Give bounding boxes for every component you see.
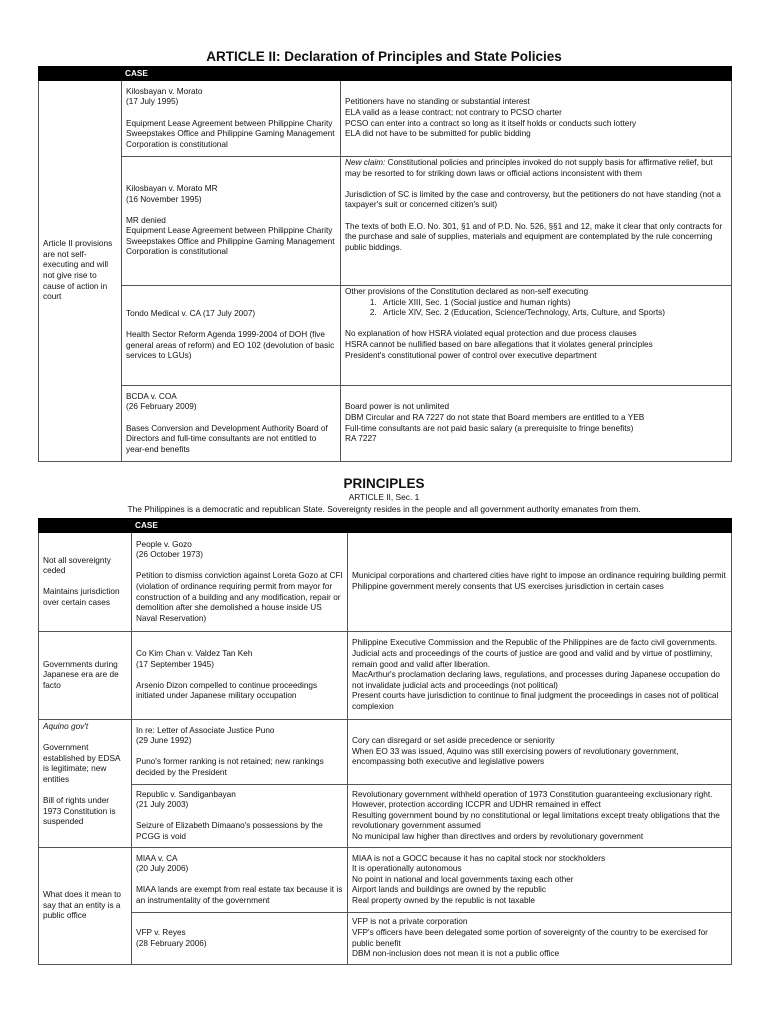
notes-cell [348,533,732,632]
header-blank [39,67,122,81]
category-text: Not all sovereignty ceded [43,555,114,576]
category-text: Governments during Japanese era are de facto [43,659,121,690]
table-row [39,632,732,720]
case-cell [132,785,348,848]
principles-table [38,518,732,965]
case-title: People v. Gozo [136,539,192,549]
new-claim-text: Constitutional policies and principles invoked do not supply basis for affirmative relief, but may be resorted to for striking down laws or official actions inconsistent with them [345,158,715,178]
category-cell [39,81,122,462]
note-line: MacArthur's proclamation declaring laws, regulations, and processes during Japanese occupation do not invalidate judicial acts and proceedings (not political) [352,670,723,690]
note-line: DBM non-inclusion does not mean it is not a public office [352,949,560,959]
category-text: What does it mean to say that an entity is a public office [43,890,121,921]
header-notes [348,519,732,533]
header-notes [341,67,732,81]
note-line: Real property owned by the republic is not taxable [352,895,535,905]
notes-cell [341,157,732,286]
case-description: Puno's former ranking is not retained; new rankings decided by the President [136,757,327,777]
note-line: No explanation of how HSRA violated equal protection and due process clauses [345,329,637,339]
note-line: Full-time consultants are not paid basic salary (a prerequisite to fringe benefits) [345,423,634,433]
case-title: Republic v. Sandiganbayan [136,789,236,799]
category-text: Bill of rights under 1973 Constitution is suspended [43,796,118,827]
notes-cell [348,785,732,848]
table-row [39,913,732,965]
category-italic: Aquino gov't [43,722,89,731]
case-description: Bases Conversion and Development Authority Board of Directors and full-time consultants are not entitled to year-end benefits [126,423,331,454]
notes-cell [348,848,732,913]
notes-cell [341,386,732,462]
case-date: (17 September 1945) [136,659,214,669]
note-line: The texts of both E.O. No. 301, §1 and of P.D. No. 526, §§1 and 12, make it clear that only contracts for the purchase and sale of supplies, materials and equipment are contemplated by the rule concerning public biddings. [345,221,725,252]
note-line [345,158,727,179]
category-cell [39,533,132,632]
case-cell [122,81,341,157]
header-case: CASE [132,519,348,533]
note-line: VFP's officers have been delegated some portion of sovereignty of the country to be exercised for public benefit [352,927,711,948]
case-date: (26 October 1973) [136,550,203,560]
note-line: PCSO can enter into a contract so long as it itself holds or conducts such lottery [345,118,637,128]
header-case: CASE [122,67,341,81]
category-cell [39,848,132,965]
case-date: (20 July 2006) [136,864,189,874]
notes-cell [348,720,732,785]
case-title: MIAA v. CA [136,853,178,863]
note-line: VFP is not a private corporation [352,917,468,927]
case-cell [132,720,348,785]
principles-title: PRINCIPLES [343,476,425,491]
case-title: BCDA v. COA [126,391,177,401]
table-row [39,848,732,913]
note-line: HSRA cannot be nullified based on bare allegations that it violates general principles [345,339,653,349]
case-description: Health Sector Reform Agenda 1999-2004 of DOH (five general areas of reform) and EO 102 (devolution of basic services to LGUs) [126,330,337,361]
note-line: Revolutionary government withheld operation of 1973 Constitution guaranteeing exclusionary right. However, protection according ICCPR and UDHR remained in effect [352,789,715,810]
case-title: Co Kim Chan v. Valdez Tan Keh [136,649,253,659]
case-cell [132,533,348,632]
note-line: Petitioners have no standing or substantial interest [345,97,530,107]
header-blank [39,519,132,533]
case-cell [122,286,341,386]
notes-cell [348,913,732,965]
case-cell [122,157,341,286]
article-heading: ARTICLE II: Declaration of Principles and State Policies [206,49,562,64]
category-text: Maintains jurisdiction over certain cases [43,587,122,607]
note-line: When EO 33 was issued, Aquino was still exercising powers of revolutionary government, encompassing both executive and legislative powers [352,746,681,767]
table-row [39,720,732,785]
note-line: Philippine government merely consents that US exercises jurisdiction in certain cases [352,582,664,591]
table-row [39,157,732,286]
category-cell [39,632,132,720]
case-description: Equipment Lease Agreement between Philippine Charity Sweepstakes Office and Philippine Gaming Management Corporation is constitutional [126,118,337,149]
note-line: Airport lands and buildings are owned by the republic [352,885,546,895]
note-line: Other provisions of the Constitution declared as non-self executing [345,287,589,296]
note-line: Philippine Executive Commission and the Republic of the Philippines are de facto civil governments. Judicial acts and proceedings of the courts of justice are good and valid and by virtue of postliminy, remain good and valid after liberation. [352,638,720,669]
note-line: Board power is not unlimited [345,402,450,412]
note-line: President's constitutional power of control over executive department [345,350,597,360]
note-line: RA 7227 [345,434,377,444]
category-cell [39,720,132,848]
new-claim-label: New claim: [345,158,386,167]
note-line: No point in national and local governments taxing each other [352,874,574,884]
table-row [39,533,732,632]
note-line: No municipal law higher than directives and orders by revolutionary government [352,831,644,841]
table-row [39,81,732,157]
notes-cell [341,286,732,386]
case-cell [132,632,348,720]
article-ii-table [38,66,732,462]
case-date: (28 February 2006) [136,938,207,948]
case-date: (16 November 1995) [126,194,202,204]
note-line: Resulting government bound by no constitutional or legal limitations except treaty obligations that the revolutionary government assumed [352,810,723,831]
note-line: Cory can disregard or set aside precedence or seniority [352,736,555,746]
case-description: Seizure of Elizabeth Dimaano's possessions by the PCGG is void [136,821,326,841]
note-line: It is operationally autonomous [352,864,462,874]
notes-cell [348,632,732,720]
principles-section: ARTICLE II, Sec. 1 [348,492,420,502]
note-line: ELA valid as a lease contract; not contrary to PCSO charter [345,107,562,117]
case-cell [132,848,348,913]
note-line: MIAA is not a GOCC because it has no capital stock nor stockholders [352,853,606,863]
case-title: In re: Letter of Associate Justice Puno [136,725,275,735]
case-title: Kilosbayan v. Morato [126,86,203,96]
case-title: VFP v. Reyes [136,927,186,937]
note-line: Municipal corporations and chartered cities have right to impose an ordinance requiring building permit [352,571,726,581]
case-date: (17 July 1995) [126,97,179,107]
case-title: Kilosbayan v. Morato MR [126,183,218,193]
table-row [39,286,732,386]
case-ruling: MR denied [126,215,166,225]
case-cell [132,913,348,965]
provision-list [345,298,727,319]
note-line: ELA did not have to be submitted for public bidding [345,129,531,139]
case-date: (26 February 2009) [126,402,197,412]
table-row [39,386,732,462]
note-line: DBM Circular and RA 7227 do not state that Board members are entitled to a YEB [345,412,645,422]
notes-cell [341,81,732,157]
case-date: (21 July 2003) [136,800,189,810]
case-description: Equipment Lease Agreement between Philippine Charity Sweepstakes Office and Philippine Gaming Management Corporation is constitutional [126,226,337,257]
principles-text: The Philippines is a democratic and republican State. Sovereignty resides in the people and all government authority emanates from them. [127,504,641,514]
case-title: Tondo Medical v. CA (17 July 2007) [126,309,256,319]
case-description: MIAA lands are exempt from real estate tax because it is an instrumentality of the government [136,885,345,905]
case-description: Arsenio Dizon compelled to continue proceedings initiated under Japanese military occupation [136,680,320,701]
note-line: Present courts have jurisdiction to continue to final judgment the proceedings in cases not of political complexion [352,691,721,711]
case-date: (29 June 1992) [136,736,192,746]
list-item: 1. Article XIII, Sec. 1 (Social justice and human rights) [379,298,727,309]
category-text: Government established by EDSA is legitimate; new entities [43,743,123,784]
case-description: Petition to dismiss conviction against Loreta Gozo at CFI (violation of ordinance requiring permit from mayor for construction of a building and any modification, repair or demolition after she demolished a house inside US Naval Reservation) [136,571,346,623]
category-text: Article II provisions are not self-executing and will not give rise to cause of action in court [43,239,113,302]
case-cell [122,386,341,462]
note-line: Jurisdiction of SC is limited by the case and controversy, but the petitioners do not have standing (not a taxpayer's suit or concerned citizen's suit) [345,189,724,210]
table-row [39,785,732,848]
list-item: 2. Article XIV, Sec. 2 (Education, Science/Technology, Arts, Culture, and Sports) [379,308,727,319]
